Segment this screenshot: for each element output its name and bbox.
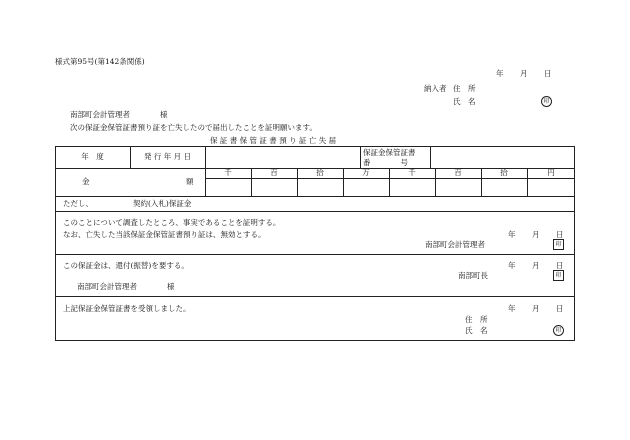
- section3-month: 月: [532, 304, 540, 313]
- section3-line1: 上記保証金保管証書を受領しました。: [63, 304, 191, 313]
- fiscal-year-label: 年 度: [81, 152, 104, 162]
- address-label: 住 所: [453, 84, 476, 93]
- digit-label: 千: [224, 168, 232, 178]
- amount-label-1: 金: [82, 177, 90, 186]
- section1-line2: なお、亡失した当該保証金保管証書預り証は、無効とする。: [63, 230, 266, 239]
- section2-addressee: 南部町会計管理者 様: [77, 282, 175, 291]
- section1-day: 日: [556, 230, 564, 239]
- amount-label-2: 額: [186, 177, 194, 186]
- applicant-seal-icon: 印: [541, 96, 552, 107]
- col-divider: [360, 146, 361, 168]
- section3-year: 年: [508, 304, 516, 313]
- intro-text: 次の保証金保管証書預り証を亡失したので届出したことを証明願います。: [70, 123, 317, 132]
- digit-label: 百: [270, 168, 278, 178]
- digit-label: 拾: [316, 168, 324, 178]
- header-day: 日: [544, 69, 552, 78]
- section3-address-label: 住 所: [465, 315, 488, 324]
- issue-date-label: 発 行 年 月 日: [143, 152, 192, 162]
- row-divider: [205, 178, 575, 179]
- col-divider: [430, 146, 431, 168]
- section3-day: 日: [556, 304, 564, 313]
- row-divider: [55, 296, 575, 297]
- header-month: 月: [520, 69, 528, 78]
- applicant-label: 納入者: [424, 84, 447, 93]
- name-label: 氏 名: [453, 97, 476, 106]
- cert-number-label-1: 保証金保管証書: [363, 148, 416, 157]
- addressee: 南部町会計管理者 様: [70, 110, 168, 119]
- digit-label: 万: [362, 168, 370, 178]
- row-divider: [55, 254, 575, 255]
- header-year: 年: [496, 69, 504, 78]
- section3-seal-icon: 印: [553, 325, 564, 336]
- row-divider: [55, 196, 575, 197]
- section2-day: 日: [556, 261, 564, 270]
- section1-line1: このことについて調査したところ、事実であることを証明する。: [63, 218, 281, 227]
- digit-label: 千: [408, 168, 416, 178]
- digit-label: 拾: [500, 168, 508, 178]
- section3-name-label: 氏 名: [465, 326, 488, 335]
- section2-month: 月: [532, 261, 540, 270]
- row-divider: [55, 211, 575, 212]
- section2-year: 年: [508, 261, 516, 270]
- cert-number-label-2: 番 号: [363, 158, 408, 167]
- section1-seal-icon: 印: [553, 239, 564, 250]
- section1-signer: 南部町会計管理者: [425, 240, 485, 249]
- section2-signer: 南部町長: [458, 271, 488, 280]
- digit-label: 百: [454, 168, 462, 178]
- section1-month: 月: [532, 230, 540, 239]
- form-title: 保 証 書 保 管 証 書 預 り 証 亡 失 届: [210, 136, 337, 145]
- digit-label: 円: [547, 168, 555, 178]
- form-id: 様式第95号(第142条関係): [55, 57, 145, 66]
- note-value: 契約(入札)保証金: [133, 199, 192, 208]
- section2-line1: この保証金は、還付(振替)を要する。: [63, 261, 189, 270]
- note-prefix: ただし、: [63, 199, 93, 208]
- section2-seal-icon: 印: [553, 270, 564, 281]
- section1-year: 年: [508, 230, 516, 239]
